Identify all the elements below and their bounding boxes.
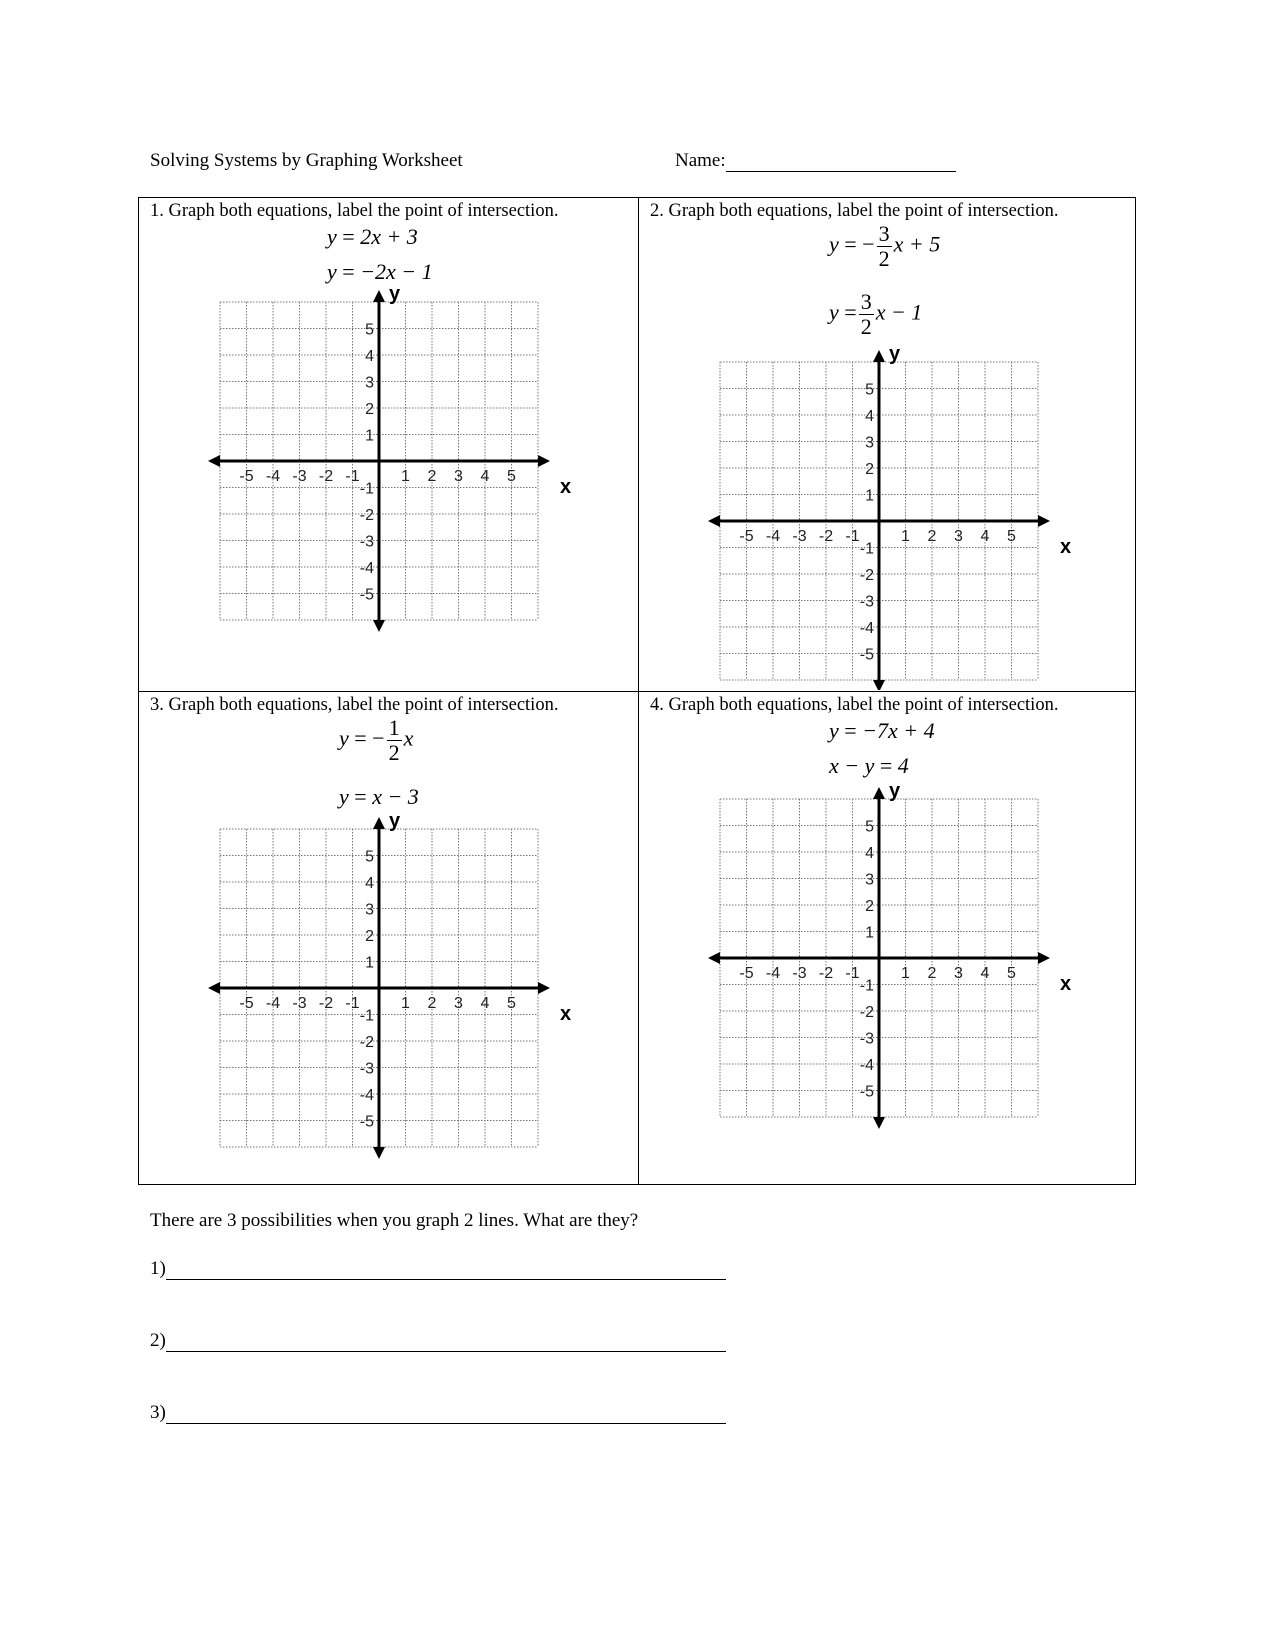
x-tick-label: 4 [980, 965, 990, 982]
problem-3-equation-2: y = x − 3 [339, 784, 419, 809]
problem-1-equation-2: y = −2x − 1 [327, 259, 433, 284]
y-tick-label: 5 [865, 381, 874, 399]
x-tick-label: 2 [427, 468, 437, 485]
x-tick-label: -2 [318, 995, 334, 1012]
x-tick-label: -5 [239, 468, 254, 485]
y-tick-label: 4 [865, 408, 874, 425]
x-tick-label: 4 [480, 995, 490, 1012]
problem-4-instruction: 4. Graph both equations, label the point of intersection. [650, 695, 1059, 715]
y-tick-label: -1 [359, 1007, 374, 1025]
y-tick-label: 2 [865, 461, 874, 478]
y-tick-label: 2 [865, 898, 874, 915]
x-tick-label: -4 [765, 528, 781, 545]
y-tick-label: 3 [865, 434, 874, 452]
x-tick-label: -3 [792, 528, 807, 545]
x-axis-label: x [1060, 973, 1072, 995]
problem-1-equation-1: y = 2x + 3 [327, 224, 418, 249]
x-tick-label: -1 [845, 528, 860, 545]
x-axis-label: x [560, 476, 572, 498]
x-axis-label: x [1060, 536, 1072, 558]
y-axis-label: y [389, 283, 401, 305]
y-tick-label: -5 [359, 586, 374, 604]
y-axis-label: y [889, 343, 901, 365]
arrow-up-icon [373, 290, 385, 302]
y-tick-label: 3 [365, 374, 374, 392]
y-axis-label: y [889, 780, 901, 802]
coordinate-grid[interactable] [639, 692, 1137, 1184]
y-tick-label: -4 [359, 560, 374, 577]
x-tick-label: 5 [1007, 965, 1016, 982]
x-tick-label: -3 [292, 468, 307, 485]
y-tick-label: 1 [865, 924, 874, 942]
y-tick-label: -4 [859, 620, 874, 637]
y-tick-label: 2 [365, 928, 374, 945]
x-tick-label: -4 [765, 965, 781, 982]
arrow-down-icon [873, 1117, 885, 1129]
arrow-right-icon [1038, 952, 1050, 964]
y-tick-label: -5 [859, 646, 874, 664]
x-tick-label: 4 [480, 468, 490, 485]
problem-3-instruction: 3. Graph both equations, label the point of intersection. [150, 695, 559, 715]
y-tick-label: -3 [859, 1030, 874, 1048]
x-tick-label: -3 [292, 995, 307, 1012]
y-tick-label: -1 [859, 977, 874, 995]
answer-line[interactable] [166, 1259, 726, 1280]
problem-2-equation-2: y = $\frac{3}{2}$ x − 1 [829, 289, 923, 339]
name-label: Name: [675, 150, 726, 171]
x-tick-label: 5 [1007, 528, 1016, 545]
name-field[interactable] [675, 150, 956, 172]
arrow-right-icon [538, 455, 550, 467]
arrow-left-icon [708, 515, 720, 527]
x-tick-label: 2 [427, 995, 437, 1012]
answer-row-2[interactable]: 2) [150, 1330, 726, 1352]
y-tick-label: -4 [359, 1087, 374, 1104]
y-tick-label: 4 [365, 348, 374, 365]
arrow-up-icon [873, 350, 885, 362]
coordinate-grid[interactable] [639, 198, 1137, 690]
x-tick-label: -4 [265, 995, 281, 1012]
answer-line[interactable] [166, 1331, 726, 1352]
arrow-down-icon [373, 620, 385, 632]
arrow-left-icon [708, 952, 720, 964]
y-tick-label: 4 [865, 845, 874, 862]
y-tick-label: -2 [359, 1034, 374, 1051]
x-tick-label: 4 [980, 528, 990, 545]
x-tick-label: -3 [792, 965, 807, 982]
x-tick-label: -1 [345, 995, 360, 1012]
arrow-right-icon [538, 982, 550, 994]
x-tick-label: 3 [454, 468, 463, 485]
arrow-down-icon [373, 1147, 385, 1159]
x-tick-label: 2 [927, 528, 937, 545]
y-tick-label: 5 [365, 848, 374, 866]
coordinate-grid[interactable] [139, 198, 637, 690]
x-tick-label: -5 [739, 965, 754, 982]
answer-row-1[interactable]: 1) [150, 1258, 726, 1280]
y-tick-label: -2 [859, 1004, 874, 1021]
y-tick-label: 5 [865, 818, 874, 836]
problem-table [138, 197, 1136, 1185]
y-tick-label: -3 [359, 533, 374, 551]
name-blank-line[interactable] [726, 153, 956, 172]
y-tick-label: -2 [859, 567, 874, 584]
x-tick-label: 3 [954, 528, 963, 545]
problem-4 [639, 692, 1137, 1184]
x-tick-label: -5 [239, 995, 254, 1012]
y-tick-label: -3 [859, 593, 874, 611]
x-tick-label: -4 [265, 468, 281, 485]
y-tick-label: 1 [365, 954, 374, 972]
x-tick-label: 2 [927, 965, 937, 982]
page-title: Solving Systems by Graphing Worksheet [150, 150, 463, 171]
arrow-right-icon [1038, 515, 1050, 527]
x-tick-label: -1 [345, 468, 360, 485]
x-tick-label: 3 [454, 995, 463, 1012]
x-tick-label: 3 [954, 965, 963, 982]
x-tick-label: 1 [901, 528, 910, 545]
x-tick-label: 1 [401, 995, 410, 1012]
y-tick-label: -4 [859, 1057, 874, 1074]
problem-4-equation-2: x − y = 4 [829, 753, 909, 778]
x-tick-label: -5 [739, 528, 754, 545]
x-tick-label: 1 [901, 965, 910, 982]
x-axis-label: x [560, 1003, 572, 1025]
y-axis-label: y [389, 810, 401, 832]
y-tick-label: -5 [859, 1083, 874, 1101]
arrow-up-icon [873, 787, 885, 799]
answer-line[interactable] [166, 1403, 726, 1424]
x-tick-label: 5 [507, 468, 516, 485]
y-tick-label: -1 [359, 480, 374, 498]
x-tick-label: -2 [818, 528, 834, 545]
problem-1 [139, 198, 637, 690]
arrow-left-icon [208, 455, 220, 467]
answer-row-3[interactable]: 3) [150, 1402, 726, 1424]
coordinate-grid[interactable] [139, 692, 637, 1184]
problem-2-instruction: 2. Graph both equations, label the point of intersection. [650, 201, 1059, 221]
problem-4-equation-1: y = −7x + 4 [829, 718, 935, 743]
y-tick-label: -2 [359, 507, 374, 524]
problem-2 [639, 198, 1137, 690]
arrow-down-icon [873, 680, 885, 690]
y-tick-label: 1 [365, 427, 374, 445]
x-tick-label: 1 [401, 468, 410, 485]
problem-2-equation-1: y = − $\frac{3}{2}$ x + 5 [829, 221, 941, 271]
x-tick-label: -2 [818, 965, 834, 982]
question-text: There are 3 possibilities when you graph 2 lines. What are they? [150, 1210, 639, 1231]
y-tick-label: 3 [865, 871, 874, 889]
arrow-left-icon [208, 982, 220, 994]
problem-1-instruction: 1. Graph both equations, label the point of intersection. [150, 201, 559, 221]
y-tick-label: -3 [359, 1060, 374, 1078]
y-tick-label: 4 [365, 875, 374, 892]
x-tick-label: 5 [507, 995, 516, 1012]
y-tick-label: 5 [365, 321, 374, 339]
problem-3-equation-1: y = − $\frac{1}{2}$ x [339, 715, 414, 765]
y-tick-label: -1 [859, 540, 874, 558]
x-tick-label: -2 [318, 468, 334, 485]
y-tick-label: 3 [365, 901, 374, 919]
y-tick-label: 1 [865, 487, 874, 505]
y-tick-label: 2 [365, 401, 374, 418]
problem-3 [139, 692, 637, 1184]
y-tick-label: -5 [359, 1113, 374, 1131]
arrow-up-icon [373, 817, 385, 829]
x-tick-label: -1 [845, 965, 860, 982]
